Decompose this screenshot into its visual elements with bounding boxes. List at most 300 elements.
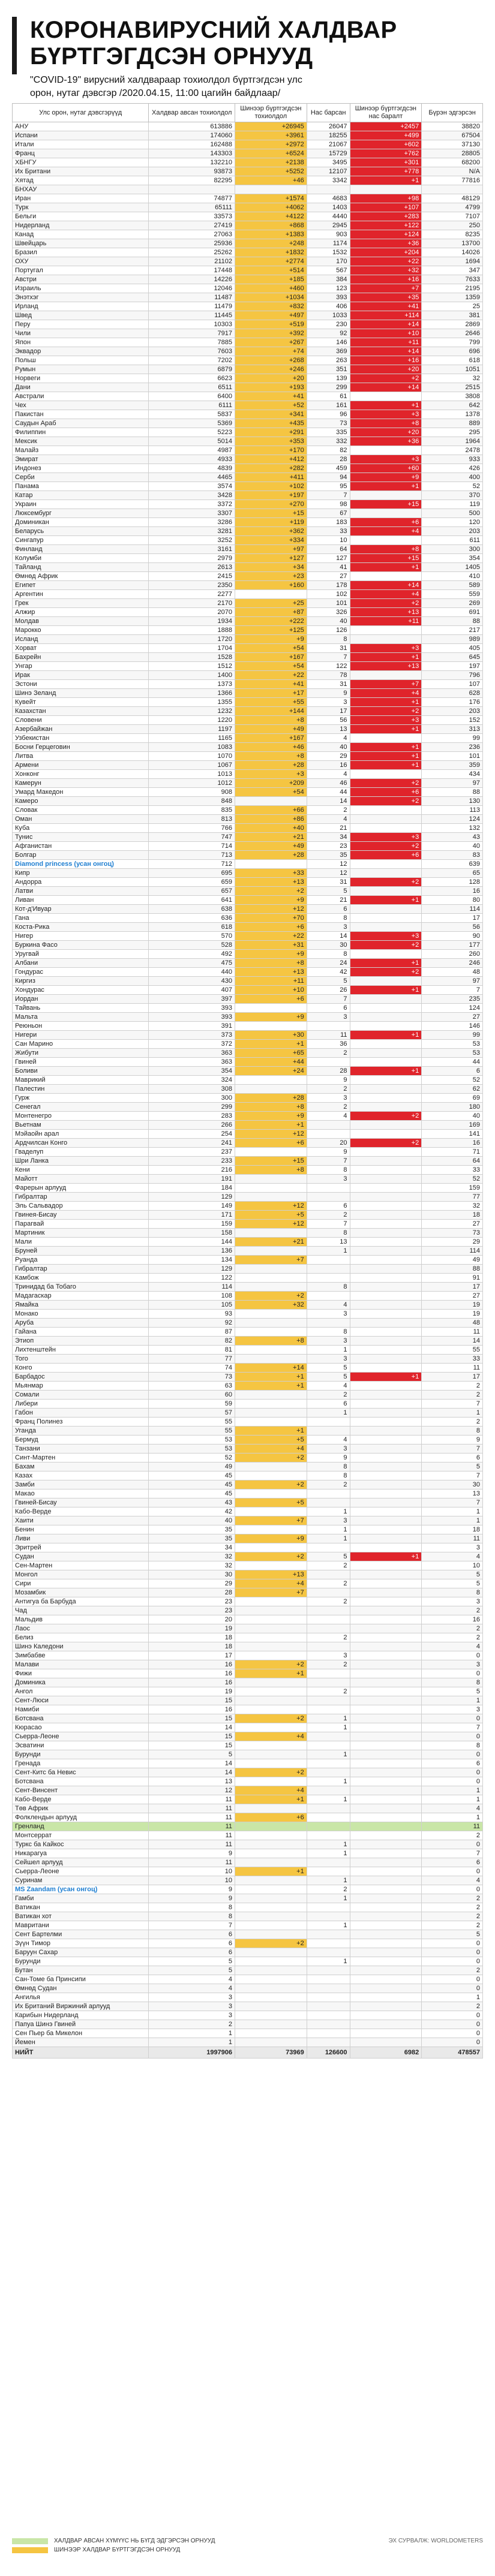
recovered-cell: 16 — [422, 1615, 483, 1624]
new-cases-cell — [235, 1319, 307, 1328]
confirmed-cell: 2979 — [149, 554, 235, 563]
deaths-cell: 1 — [307, 1957, 350, 1966]
recovered-cell: 313 — [422, 725, 483, 734]
table-row — [13, 347, 483, 356]
new-cases-cell — [235, 1489, 307, 1498]
new-cases-cell: +4 — [235, 1445, 307, 1453]
deaths-cell: 46 — [307, 779, 350, 788]
recovered-cell: 2478 — [422, 446, 483, 455]
recovered-cell: 132 — [422, 824, 483, 833]
new-cases-cell — [235, 1804, 307, 1813]
new-deaths-cell: +36 — [350, 239, 422, 248]
country-cell: Чили — [13, 329, 149, 338]
table-row — [13, 1355, 483, 1364]
country-cell: Төв Африк — [13, 1804, 149, 1813]
new-cases-cell — [235, 1912, 307, 1921]
table-row — [13, 374, 483, 383]
table-row — [13, 1058, 483, 1067]
new-cases-cell: +412 — [235, 455, 307, 464]
new-cases-cell: +341 — [235, 410, 307, 419]
new-cases-cell: +32 — [235, 1301, 307, 1310]
deaths-cell: 8 — [307, 1328, 350, 1337]
new-cases-cell: +9 — [235, 896, 307, 905]
country-cell: Шинэ Зеланд — [13, 689, 149, 698]
country-cell: Мартиник — [13, 1229, 149, 1238]
deaths-cell: 34 — [307, 833, 350, 842]
recovered-cell: 8 — [422, 1741, 483, 1750]
deaths-cell — [307, 1427, 350, 1436]
deaths-cell: 14 — [307, 797, 350, 806]
new-cases-cell — [235, 1741, 307, 1750]
recovered-cell: 73 — [422, 1229, 483, 1238]
new-cases-cell — [235, 1624, 307, 1633]
deaths-cell: 126 — [307, 626, 350, 635]
header-accent-bar — [12, 17, 17, 74]
country-cell: Боливи — [13, 1067, 149, 1076]
new-cases-cell: +4 — [235, 1732, 307, 1741]
deaths-cell — [307, 1804, 350, 1813]
table-row — [13, 1993, 483, 2002]
new-deaths-cell: +60 — [350, 464, 422, 473]
new-cases-cell: +40 — [235, 824, 307, 833]
new-cases-cell — [235, 1525, 307, 1534]
header — [0, 0, 495, 100]
deaths-cell: 122 — [307, 662, 350, 671]
new-deaths-cell: +2 — [350, 599, 422, 608]
country-cell: Кипр — [13, 869, 149, 878]
new-cases-cell: +222 — [235, 617, 307, 626]
new-deaths-cell — [350, 1076, 422, 1085]
recovered-cell: 589 — [422, 581, 483, 590]
new-deaths-cell: +3 — [350, 644, 422, 653]
new-cases-cell — [235, 1148, 307, 1157]
deaths-cell: 2 — [307, 1561, 350, 1570]
new-deaths-cell — [350, 1328, 422, 1337]
deaths-cell — [307, 1588, 350, 1597]
country-cell: Их Британи — [13, 167, 149, 176]
recovered-cell: 2195 — [422, 284, 483, 293]
deaths-cell: 8 — [307, 1462, 350, 1471]
recovered-cell: 52 — [422, 482, 483, 491]
confirmed-cell — [149, 185, 235, 194]
new-cases-cell: +392 — [235, 329, 307, 338]
table-row — [13, 1579, 483, 1588]
new-deaths-cell — [350, 1930, 422, 1939]
confirmed-cell: 2 — [149, 2020, 235, 2029]
country-cell: Япон — [13, 338, 149, 347]
new-cases-cell: +2 — [235, 1480, 307, 1489]
recovered-cell: 9 — [422, 1436, 483, 1445]
new-cases-cell: +1034 — [235, 293, 307, 302]
country-cell: Нигери — [13, 1031, 149, 1040]
table-row — [13, 527, 483, 536]
country-cell: Мэйаойн арал — [13, 1130, 149, 1139]
new-deaths-cell — [350, 1696, 422, 1705]
country-cell: Сьерра-Леоне — [13, 1867, 149, 1876]
new-deaths-cell: +14 — [350, 581, 422, 590]
country-cell: Зимбабве — [13, 1651, 149, 1660]
recovered-cell: 13700 — [422, 239, 483, 248]
deaths-cell — [307, 1705, 350, 1714]
country-cell: Кабо-Верде — [13, 1507, 149, 1516]
new-cases-cell: +9 — [235, 1112, 307, 1121]
new-cases-cell: +22 — [235, 671, 307, 680]
title-line-2: БҮРТГЭГДСЭН ОРНУУД — [30, 43, 313, 70]
deaths-cell — [307, 1615, 350, 1624]
deaths-cell: 101 — [307, 599, 350, 608]
new-cases-cell: +1383 — [235, 230, 307, 239]
recovered-cell: 19 — [422, 1301, 483, 1310]
table-row — [13, 1831, 483, 1840]
new-deaths-cell — [350, 1238, 422, 1247]
confirmed-cell: 15 — [149, 1732, 235, 1741]
confirmed-cell: 6511 — [149, 383, 235, 392]
table-row — [13, 1534, 483, 1543]
recovered-cell: 4 — [422, 1804, 483, 1813]
new-cases-cell — [235, 1957, 307, 1966]
country-cell: Филиппин — [13, 428, 149, 437]
new-cases-cell: +9 — [235, 1534, 307, 1543]
table-row — [13, 1885, 483, 1894]
new-cases-cell: +4 — [235, 1786, 307, 1795]
table-row — [13, 923, 483, 932]
country-cell: Перу — [13, 320, 149, 329]
new-cases-cell: +30 — [235, 1031, 307, 1040]
new-cases-cell — [235, 1283, 307, 1292]
country-cell: Хорват — [13, 644, 149, 653]
recovered-cell: 5 — [422, 1570, 483, 1579]
deaths-cell: 4440 — [307, 212, 350, 221]
confirmed-cell: 373 — [149, 1031, 235, 1040]
recovered-cell: 18 — [422, 1525, 483, 1534]
table-row — [13, 518, 483, 527]
confirmed-cell: 6 — [149, 1948, 235, 1957]
confirmed-cell: 108 — [149, 1292, 235, 1301]
total-new-cases: 73969 — [235, 2047, 307, 2059]
table-header-row — [13, 104, 483, 122]
new-cases-cell — [235, 1543, 307, 1552]
deaths-cell: 29 — [307, 752, 350, 761]
new-deaths-cell: +8 — [350, 545, 422, 554]
deaths-cell: 8 — [307, 1229, 350, 1238]
confirmed-cell: 363 — [149, 1058, 235, 1067]
recovered-cell: 16 — [422, 887, 483, 896]
new-cases-cell — [235, 1274, 307, 1283]
recovered-cell: 97 — [422, 779, 483, 788]
subtitle-date: орон, нутаг дэвсгэр /2020.04.15, 11:00 цагийн байдлаар/ — [30, 88, 281, 98]
deaths-cell: 9 — [307, 689, 350, 698]
new-deaths-cell: +4 — [350, 527, 422, 536]
country-cell: Намиби — [13, 1705, 149, 1714]
deaths-cell: 2 — [307, 1085, 350, 1094]
new-cases-cell — [235, 1418, 307, 1427]
confirmed-cell: 11487 — [149, 293, 235, 302]
deaths-cell: 94 — [307, 473, 350, 482]
recovered-cell: 3 — [422, 1543, 483, 1552]
confirmed-cell: 174060 — [149, 131, 235, 140]
country-cell: Гренада — [13, 1759, 149, 1768]
country-cell: Гибралтар — [13, 1265, 149, 1274]
new-deaths-cell: +3 — [350, 410, 422, 419]
table-row — [13, 1265, 483, 1274]
country-cell: Умард Македон — [13, 788, 149, 797]
recovered-cell: 6 — [422, 1453, 483, 1462]
recovered-cell: 0 — [422, 1750, 483, 1759]
recovered-cell: 1 — [422, 1696, 483, 1705]
new-cases-cell — [235, 1633, 307, 1642]
recovered-cell: 27 — [422, 1292, 483, 1301]
legend-label-1: ХАЛДВАР АВСАН ХҮМҮҮС НЬ БҮГД ЭДГЭРСЭН ОРНУУД — [54, 2538, 215, 2544]
deaths-cell: 3 — [307, 1310, 350, 1319]
table-row — [13, 1525, 483, 1534]
confirmed-cell: 60 — [149, 1391, 235, 1400]
table-row — [13, 1462, 483, 1471]
recovered-cell: 1 — [422, 1795, 483, 1804]
new-cases-cell: +17 — [235, 689, 307, 698]
new-cases-cell: +12 — [235, 905, 307, 914]
table-row — [13, 1849, 483, 1858]
table-row — [13, 1615, 483, 1624]
table-row — [13, 671, 483, 680]
confirmed-cell: 82 — [149, 1337, 235, 1346]
country-cell: Андорра — [13, 878, 149, 887]
new-cases-cell: +2 — [235, 1714, 307, 1723]
new-deaths-cell: +3 — [350, 932, 422, 941]
recovered-cell: 618 — [422, 356, 483, 365]
recovered-cell: 11 — [422, 1534, 483, 1543]
deaths-cell — [307, 1975, 350, 1984]
confirmed-cell: 2170 — [149, 599, 235, 608]
confirmed-cell: 11479 — [149, 302, 235, 311]
new-deaths-cell — [350, 1193, 422, 1202]
new-deaths-cell — [350, 536, 422, 545]
new-deaths-cell: +1 — [350, 1552, 422, 1561]
deaths-cell — [307, 2029, 350, 2038]
table-row — [13, 1382, 483, 1391]
new-deaths-cell: +124 — [350, 230, 422, 239]
new-cases-cell: +1 — [235, 1373, 307, 1382]
recovered-cell: 500 — [422, 509, 483, 518]
country-cell: Палестин — [13, 1085, 149, 1094]
confirmed-cell: 1720 — [149, 635, 235, 644]
country-cell: Босни Герцеговин — [13, 743, 149, 752]
confirmed-cell: 1067 — [149, 761, 235, 770]
country-cell: Либери — [13, 1400, 149, 1409]
deaths-cell: 5 — [307, 1364, 350, 1373]
country-cell: Сент-Винсент — [13, 1786, 149, 1795]
recovered-cell: 91 — [422, 1274, 483, 1283]
new-deaths-cell: +3 — [350, 455, 422, 464]
table-row — [13, 176, 483, 185]
col-new-deaths: Шинээр бүртгэгдсэн нас баралт — [350, 104, 422, 122]
deaths-cell — [307, 1741, 350, 1750]
country-cell: Монтсеррат — [13, 1831, 149, 1840]
cases-table — [12, 103, 483, 2059]
confirmed-cell: 17448 — [149, 266, 235, 275]
deaths-cell — [307, 1184, 350, 1193]
country-cell: Мали — [13, 1238, 149, 1247]
new-cases-cell: +2138 — [235, 158, 307, 167]
recovered-cell: 1964 — [422, 437, 483, 446]
table-row — [13, 1642, 483, 1651]
deaths-cell: 12107 — [307, 167, 350, 176]
table-row — [13, 509, 483, 518]
confirmed-cell: 14 — [149, 1759, 235, 1768]
country-cell: Иран — [13, 194, 149, 203]
confirmed-cell: 1220 — [149, 716, 235, 725]
confirmed-cell: 3252 — [149, 536, 235, 545]
new-cases-cell: +282 — [235, 464, 307, 473]
recovered-cell: 83 — [422, 851, 483, 860]
table-row — [13, 1939, 483, 1948]
deaths-cell: 3 — [307, 1013, 350, 1022]
confirmed-cell: 9 — [149, 1894, 235, 1903]
confirmed-cell: 6 — [149, 1939, 235, 1948]
new-deaths-cell — [350, 1768, 422, 1777]
table-row — [13, 1732, 483, 1741]
new-cases-cell: +28 — [235, 851, 307, 860]
new-deaths-cell — [350, 1642, 422, 1651]
deaths-cell: 3 — [307, 1355, 350, 1364]
col-country: Улс орон, нутаг дэвсгэрүүд — [13, 104, 149, 122]
confirmed-cell: 143303 — [149, 149, 235, 158]
new-deaths-cell: +11 — [350, 617, 422, 626]
new-deaths-cell: +10 — [350, 329, 422, 338]
recovered-cell: 8 — [422, 1678, 483, 1687]
new-deaths-cell — [350, 1633, 422, 1642]
table-row — [13, 869, 483, 878]
new-deaths-cell — [350, 1588, 422, 1597]
new-deaths-cell: +15 — [350, 500, 422, 509]
deaths-cell — [307, 1768, 350, 1777]
total-row — [13, 2047, 483, 2059]
deaths-cell: 24 — [307, 959, 350, 968]
confirmed-cell: 35 — [149, 1534, 235, 1543]
country-cell: Азербайжан — [13, 725, 149, 734]
recovered-cell: 177 — [422, 941, 483, 950]
deaths-cell: 95 — [307, 482, 350, 491]
country-cell: Австри — [13, 275, 149, 284]
deaths-cell — [307, 1256, 350, 1265]
table-row — [13, 329, 483, 338]
table-row — [13, 968, 483, 977]
confirmed-cell: 1373 — [149, 680, 235, 689]
confirmed-cell: 74 — [149, 1364, 235, 1373]
new-deaths-cell — [350, 1885, 422, 1894]
recovered-cell: 799 — [422, 338, 483, 347]
table-row — [13, 320, 483, 329]
deaths-cell: 230 — [307, 320, 350, 329]
new-deaths-cell: +14 — [350, 347, 422, 356]
recovered-cell: 99 — [422, 734, 483, 743]
recovered-cell: 53 — [422, 1040, 483, 1049]
new-deaths-cell — [350, 2011, 422, 2020]
country-cell: Камерун — [13, 779, 149, 788]
country-cell: Молдав — [13, 617, 149, 626]
confirmed-cell: 34 — [149, 1543, 235, 1552]
table-row — [13, 401, 483, 410]
country-cell: Ямайка — [13, 1301, 149, 1310]
table-row — [13, 1274, 483, 1283]
confirmed-cell: 27063 — [149, 230, 235, 239]
new-cases-cell — [235, 1247, 307, 1256]
country-cell: Буркина Фасо — [13, 941, 149, 950]
recovered-cell: 3 — [422, 1597, 483, 1606]
country-cell: Казах — [13, 1471, 149, 1480]
new-cases-cell: +1 — [235, 1795, 307, 1804]
deaths-cell: 28 — [307, 455, 350, 464]
confirmed-cell: 23 — [149, 1606, 235, 1615]
deaths-cell: 567 — [307, 266, 350, 275]
confirmed-cell: 430 — [149, 977, 235, 986]
country-cell: Аруба — [13, 1319, 149, 1328]
confirmed-cell: 55 — [149, 1427, 235, 1436]
confirmed-cell: 2070 — [149, 608, 235, 617]
new-deaths-cell — [350, 1292, 422, 1301]
deaths-cell: 161 — [307, 401, 350, 410]
confirmed-cell: 20 — [149, 1615, 235, 1624]
recovered-cell: N/A — [422, 167, 483, 176]
table-row — [13, 131, 483, 140]
new-deaths-cell: +2 — [350, 1139, 422, 1148]
table-row — [13, 446, 483, 455]
country-cell: Тайвань — [13, 1004, 149, 1013]
new-cases-cell: +4062 — [235, 203, 307, 212]
new-cases-cell — [235, 1561, 307, 1570]
country-cell: Кюрасао — [13, 1723, 149, 1732]
new-deaths-cell — [350, 1570, 422, 1579]
country-cell: Синт-Мартен — [13, 1453, 149, 1462]
confirmed-cell: 3574 — [149, 482, 235, 491]
confirmed-cell: 300 — [149, 1094, 235, 1103]
new-cases-cell: +20 — [235, 374, 307, 383]
country-cell: Бермуд — [13, 1436, 149, 1445]
recovered-cell: 796 — [422, 671, 483, 680]
confirmed-cell: 393 — [149, 1013, 235, 1022]
new-cases-cell: +1 — [235, 1427, 307, 1436]
new-deaths-cell: +1 — [350, 752, 422, 761]
table-row — [13, 572, 483, 581]
new-cases-cell: +10 — [235, 986, 307, 995]
confirmed-cell: 7 — [149, 1921, 235, 1930]
deaths-cell: 1 — [307, 1723, 350, 1732]
deaths-cell: 6 — [307, 1400, 350, 1409]
table-row — [13, 995, 483, 1004]
deaths-cell — [307, 1966, 350, 1975]
new-deaths-cell — [350, 1561, 422, 1570]
confirmed-cell: 8 — [149, 1903, 235, 1912]
new-cases-cell — [235, 1930, 307, 1939]
new-cases-cell: +12 — [235, 1220, 307, 1229]
country-cell: Того — [13, 1355, 149, 1364]
recovered-cell: 113 — [422, 806, 483, 815]
new-cases-cell: +13 — [235, 878, 307, 887]
confirmed-cell: 162488 — [149, 140, 235, 149]
new-cases-cell: +102 — [235, 482, 307, 491]
new-cases-cell: +6 — [235, 1813, 307, 1822]
new-cases-cell: +26945 — [235, 122, 307, 131]
country-cell: Узбекистан — [13, 734, 149, 743]
recovered-cell: 32 — [422, 374, 483, 383]
recovered-cell: 64 — [422, 1157, 483, 1166]
deaths-cell: 8 — [307, 1471, 350, 1480]
confirmed-cell: 134 — [149, 1256, 235, 1265]
country-cell: Австрали — [13, 392, 149, 401]
country-cell: Монгол — [13, 1570, 149, 1579]
new-cases-cell: +13 — [235, 1570, 307, 1579]
table-row — [13, 1858, 483, 1867]
table-row — [13, 491, 483, 500]
